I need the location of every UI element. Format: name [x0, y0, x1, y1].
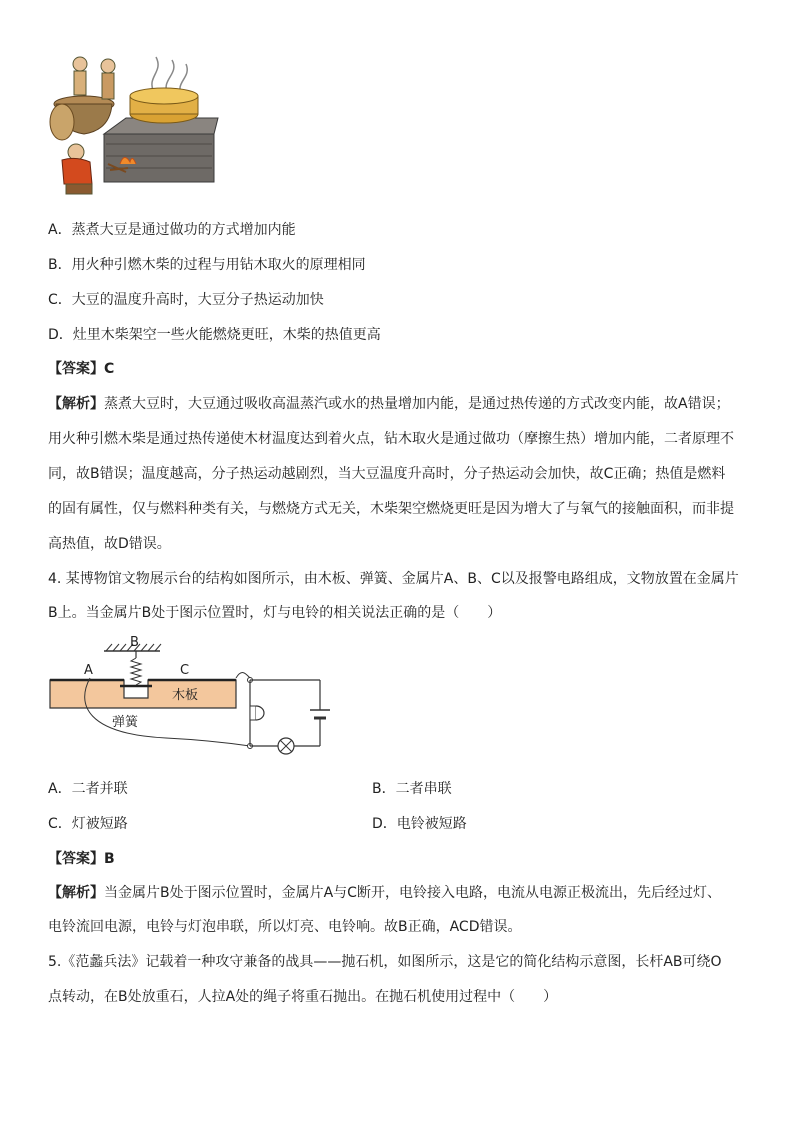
q4-analysis-text-1: 当金属片B处于图示位置时，金属片A与C断开，电铃接入电路，电流从电源正极流出，先后经过灯、	[104, 885, 721, 901]
q3-answer: 【答案】C	[48, 361, 115, 377]
q4-analysis-line-2: 电铃流回电源，电铃与灯泡串联，所以灯亮、电铃响。故B正确，ACD错误。	[48, 919, 522, 935]
q4-option-d: D．电铃被短路	[372, 816, 467, 832]
q4-option-a: A．二者并联	[48, 781, 128, 797]
q3-analysis-line-1	[48, 394, 730, 414]
q5-stem-line-1: 5.《范蠡兵法》记载着一种攻守兼备的战具——抛石机，如图所示，这是它的简化结构示意图，长杆AB可绕O	[48, 954, 722, 970]
q3-analysis-line-2: 用火种引燃木柴是通过热传递使木材温度达到着火点，钻木取火是通过做功（摩擦生热）增加内能，二者原理不	[48, 431, 734, 447]
label-a: A	[84, 663, 93, 678]
q3-analysis-line-5: 高热值，故D错误。	[48, 536, 171, 552]
q5-stem-line-2: 点转动，在B处放重石，人拉A处的绳子将重石抛出。在抛石机使用过程中（ ）	[48, 989, 558, 1005]
label-spring: 弹簧	[112, 715, 139, 730]
q3-option-a: A．蒸煮大豆是通过做功的方式增加内能	[48, 222, 296, 238]
q4-circuit-diagram	[46, 634, 336, 764]
q4-stem-line-2: B上。当金属片B处于图示位置时，灯与电铃的相关说法正确的是（ ）	[48, 605, 502, 621]
q4-stem-line-1: 4. 某博物馆文物展示台的结构如图所示，由木板、弹簧、金属片A、B、C以及报警电路组成，文物放置在金属片	[48, 571, 739, 587]
q4-analysis-line-1	[48, 883, 721, 903]
q3-option-c: C．大豆的温度升高时，大豆分子热运动加快	[48, 292, 324, 308]
label-board: 木板	[172, 688, 199, 703]
q3-analysis-label: 【解析】	[48, 396, 104, 412]
label-b: B	[130, 635, 139, 650]
q3-analysis-line-4: 的固有属性，仅与燃料种类有关，与燃烧方式无关，木柴架空燃烧更旺是因为增大了与氧气的接触面积，而非提	[48, 501, 734, 517]
cooking-illustration	[46, 52, 221, 202]
q4-option-b: B．二者串联	[372, 781, 452, 797]
q3-option-d: D．灶里木柴架空一些火能燃烧更旺，木柴的热值更高	[48, 327, 381, 343]
q3-option-b: B．用火种引燃木柴的过程与用钻木取火的原理相同	[48, 257, 366, 273]
q4-answer: 【答案】B	[48, 851, 115, 867]
q3-analysis-line-3: 同，故B错误；温度越高，分子热运动越剧烈，当大豆温度升高时，分子热运动会加快，故C正确；热值是燃料	[48, 466, 726, 482]
q3-analysis-text-1: 蒸煮大豆时，大豆通过吸收高温蒸汽或水的热量增加内能，是通过热传递的方式改变内能，故A错误；	[104, 396, 730, 412]
q4-option-c: C．灯被短路	[48, 816, 128, 832]
label-c: C	[180, 663, 190, 678]
q4-analysis-label: 【解析】	[48, 885, 104, 901]
